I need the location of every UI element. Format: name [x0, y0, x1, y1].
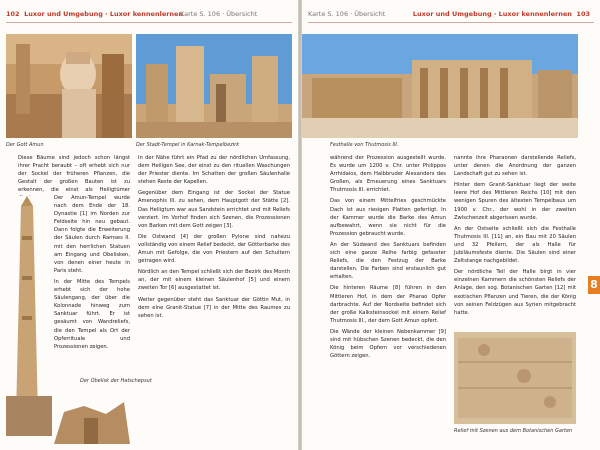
botanical-relief-caption: Relief mit Szenen aus dem Botanischen Garten — [454, 428, 573, 434]
right-running-head-map: Karte S. 106 · Übersicht — [308, 10, 386, 18]
paragraph: An der Ostseite schließt sich die Festhalle Thutmosis III. [11] an, ein Bau mit 20 Säulen und 32 Pfeilern, der als Halle für Jubiläumsfeste diente. Die Säulen sind einer Zeltstange nachgebildet. — [454, 225, 576, 265]
photo-amun-caption: Der Gott Amun — [6, 142, 44, 148]
right-page — [302, 0, 600, 450]
obelisk-caption: Der Obelisk der Hatschepsut — [80, 378, 152, 384]
photo-festival-hall — [302, 34, 578, 138]
photo-temple-caption: Der Stadt-Tempel in Karnak-Tempelbezirk — [136, 142, 240, 148]
paragraph: Der Amun-Tempel wurde nach dem Ende der 18. Dynastie [1] im Norden zur Feldseite hin neu gebaut. Dann folgte die Erweiterung der Säulen durch Ramses II. mit den herrlichen Statuen am Eingang und Obelisken, von denen einer heute in Paris steht. — [54, 195, 130, 274]
chapter-tab: 8 — [588, 276, 600, 294]
paragraph: Nördlich an den Tempel schließt sich der Bezirk des Month an, der mit einem kleinen Säulenhof [5] und einem zweiten Tor [6] ausgestattet ist. — [138, 269, 290, 292]
header-rule — [308, 22, 594, 23]
paragraph: In der Mitte des Tempels erhebt sich der hohe Säulengang, der über die Kolonnade hinweg zum Sanktuar führt. Er ist gesäumt von Wandreliefs, die den Tempel als Ort der Opferrituale und Prozessionen zeigen. — [54, 278, 130, 350]
right-running-head-title: Luxor und Umgebung · Luxor kennenlernen — [412, 10, 572, 18]
photo-city-temple — [136, 34, 292, 138]
obelisk-inset-image — [6, 196, 52, 436]
paragraph: während der Prozession ausgestellt wurde. Es wurde um 1200 v. Chr. unter Philippos Arrhidaios, dem Halbbruder Alexanders des Großen, als Erneuerung eines Sanktuars Thutmosis III. errichtet. — [330, 155, 446, 194]
left-page-column-2 — [138, 154, 290, 323]
paragraph: Die Ostwand [4] der großen Pylone sind nahezu vollständig von einem Relief bedeckt, der Götterbarke des Amun mit Gefolge, die von Priestern auf den Schultern getragen wird. — [138, 233, 290, 265]
right-page-column-2 — [454, 154, 576, 320]
paragraph: An der Südwand des Sanktuars befinden sich eine ganze Reihe farbig gefasster Reliefs, die den Festzug der Barke darstellen. Die Farben sind erstaunlich gut erhalten. — [330, 241, 446, 281]
left-page — [0, 0, 298, 450]
right-running-head — [413, 10, 590, 18]
right-page-number: 103 — [576, 10, 590, 18]
photo-festival-caption: Festhalle von Thutmosis III. — [330, 142, 399, 148]
left-running-head — [6, 10, 183, 18]
paragraph: Der nördliche Teil der Halle birgt in vier einzelnen Kammern die schönsten Reliefs der Anlage, den sog. Botanischen Garten [12] mit exotischen Pflanzen und Tieren, die der König von seinen Feldzügen aus Syrien mitgebracht hatte. — [454, 269, 576, 316]
botanical-relief-image — [454, 332, 576, 424]
header-rule — [6, 22, 292, 23]
paragraph: Gegenüber dem Eingang ist der Sockel der Statue Amenophis III. zu sehen, dem Hauptgott der Stätte [2]. Das Heiligtum war aus Sandstein errichtet und mit Reliefs verziert. Im Vorhof finden sich Szenen, die Prozessionen von Barken mit dem Gott zeigen [3]. — [138, 190, 290, 229]
photo-amun-statue — [6, 34, 132, 138]
paragraph: Die Wände der kleinen Nebenkammer [9] sind mit hübschen Szenen bedeckt, die den König beim Opfern vor verschiedenen Göttern zeigen. — [330, 328, 446, 360]
paragraph: nannte ihre Pharaonen darstellende Reliefs, unter denen die Anordnung der ganzen Landschaft gut zu sehen ist. — [454, 155, 576, 178]
ruins-inset-image — [54, 392, 130, 444]
paragraph: Diese Bäume sind jedoch schon längst ihrer Pracht beraubt – oft erhebt sich nur der Sockel der früheren Pflanzen, die Gestalt der großen Bauten ist zu erkennen, die einst als Heiligtümer — [18, 155, 130, 194]
left-page-column-1b — [54, 194, 130, 354]
left-running-head-title: Luxor und Umgebung · Luxor kennenlernen — [24, 10, 184, 18]
left-running-head-map: Karte S. 106 · Übersicht — [180, 10, 258, 18]
left-page-number: 102 — [6, 10, 20, 18]
paragraph: Die hinteren Räume [8] führen in den Mittleren Hof, in dem der Pharao Opfer darbrachte. Auf der Nordseite befindet sich der große Kalksteinsockel mit einem Relief Thutmosis III., der dem Gott Amun opfert. — [330, 285, 446, 324]
paragraph: Das von einem Mittelfries geschmückte Dach ist aus riesigen Platten gefertigt. In der Kammer wurde die Barke des Amun aufbewahrt, wenn sie nicht für die Prozession gebraucht wurde. — [330, 198, 446, 237]
right-page-column-1 — [330, 154, 446, 363]
paragraph: In der Nähe führt ein Pfad zu der nördlichen Umfassung, dem Heiligen See, der einst zu den rituellen Waschungen der Priester diente. Im Schatten der großen Säulenhalle stehen Reste der Kapellen. — [138, 155, 290, 186]
paragraph: Hinter dem Granit-Sanktuar liegt der weite leere Hof des Mittleren Reichs [10] mit den wenigen Spuren des ältesten Tempelbaus um 1900 v. Chr., der wohl in der zweiten Zwischenzeit abgerissen wurde. — [454, 182, 576, 221]
paragraph: Weiter gegenüber steht das Sanktuar der Göttin Mut, in dem eine Granit-Statue [7] in der Mitte des Raumes zu sehen ist. — [138, 296, 290, 319]
